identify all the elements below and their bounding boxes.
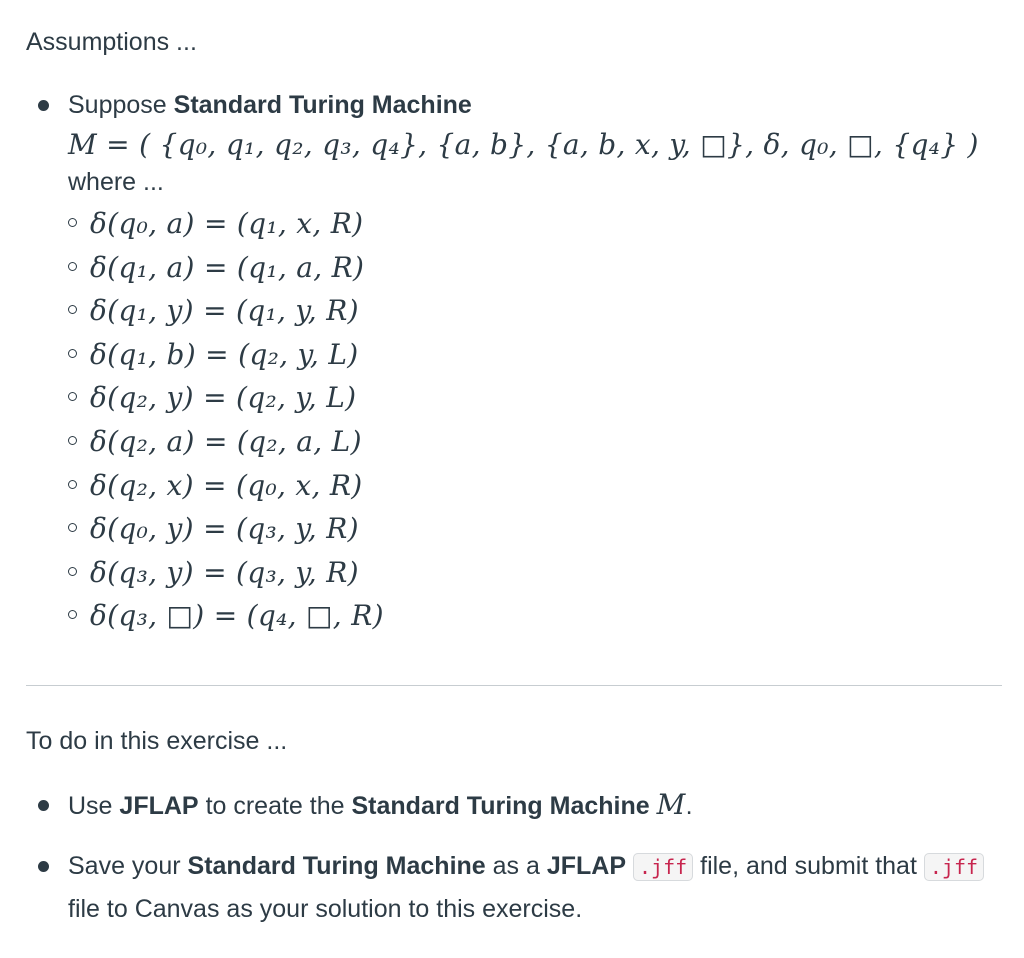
bullet-icon bbox=[38, 861, 49, 872]
transition-text: δ(q₁, y) = (q₁, y, R) bbox=[90, 294, 359, 328]
transition-text: δ(q₃, y) = (q₃, y, R) bbox=[90, 555, 359, 589]
todo-heading: To do in this exercise ... bbox=[26, 727, 288, 755]
todo-item-save bbox=[68, 845, 998, 930]
circle-bullet-icon bbox=[68, 610, 77, 619]
jff-extension-code: .jff bbox=[633, 853, 693, 881]
text-save-your: Save your bbox=[68, 852, 181, 880]
circle-bullet-icon bbox=[68, 262, 77, 271]
bullet-icon bbox=[38, 800, 49, 811]
transition-text: δ(q₀, a) = (q₁, x, R) bbox=[90, 207, 364, 240]
transition-item bbox=[90, 333, 1020, 377]
transition-item bbox=[90, 289, 1020, 333]
transition-item bbox=[90, 551, 1020, 595]
circle-bullet-icon bbox=[68, 567, 77, 576]
text-file-and-submit: file, and submit that bbox=[700, 852, 917, 880]
text-as-a: as a bbox=[492, 852, 540, 880]
transition-item bbox=[90, 594, 1020, 638]
bullet-icon bbox=[38, 100, 49, 111]
transition-item bbox=[90, 464, 1020, 508]
circle-bullet-icon bbox=[68, 480, 77, 489]
circle-bullet-icon bbox=[68, 523, 77, 532]
text-file-to-canvas: file to Canvas as your solution to this exercise. bbox=[68, 895, 583, 923]
section-divider bbox=[26, 685, 1002, 686]
text-to-create: to create the bbox=[205, 792, 345, 820]
transition-item bbox=[90, 202, 1020, 246]
transition-text: δ(q₁, b) = (q₂, y, L) bbox=[90, 337, 359, 371]
where-label: where ... bbox=[68, 168, 164, 196]
transition-item bbox=[90, 376, 1020, 420]
text-use: Use bbox=[68, 792, 113, 820]
suppose-term: Standard Turing Machine bbox=[173, 91, 472, 119]
transition-list bbox=[90, 202, 1020, 638]
circle-bullet-icon bbox=[68, 436, 77, 445]
transition-item bbox=[90, 507, 1020, 551]
assumptions-heading: Assumptions ... bbox=[26, 28, 197, 56]
suppose-prefix: Suppose bbox=[68, 91, 167, 119]
suppose-item bbox=[68, 84, 998, 638]
assumptions-list bbox=[68, 84, 998, 638]
period: . bbox=[685, 792, 693, 820]
todo-item-create bbox=[68, 784, 998, 827]
transition-text: δ(q₂, x) = (q₀, x, R) bbox=[90, 468, 363, 502]
transition-item bbox=[90, 420, 1020, 464]
transition-text: δ(q₀, y) = (q₃, y, R) bbox=[90, 512, 359, 546]
stm-term: Standard Turing Machine bbox=[187, 852, 486, 880]
circle-bullet-icon bbox=[68, 349, 77, 358]
jflap-term: JFLAP bbox=[546, 852, 627, 880]
circle-bullet-icon bbox=[68, 218, 77, 227]
transition-text: δ(q₂, y) = (q₂, y, L) bbox=[90, 381, 357, 415]
stm-term: Standard Turing Machine bbox=[351, 792, 650, 820]
transition-text: δ(q₁, a) = (q₁, a, R) bbox=[90, 250, 365, 284]
todo-list bbox=[68, 784, 998, 930]
transition-item bbox=[90, 246, 1020, 290]
transition-text: δ(q₃, □) = (q₄, □, R) bbox=[90, 599, 384, 633]
machine-symbol: M bbox=[656, 788, 686, 821]
jff-extension-code: .jff bbox=[924, 853, 984, 881]
circle-bullet-icon bbox=[68, 305, 77, 314]
circle-bullet-icon bbox=[68, 392, 77, 401]
jflap-term: JFLAP bbox=[119, 792, 199, 820]
transition-text: δ(q₂, a) = (q₂, a, L) bbox=[90, 424, 362, 458]
machine-definition: M = ( {q₀, q₁, q₂, q₃, q₄}, {a, b}, {a, b, x, y, □}, δ, q₀, □, {q₄} ) bbox=[68, 128, 979, 161]
